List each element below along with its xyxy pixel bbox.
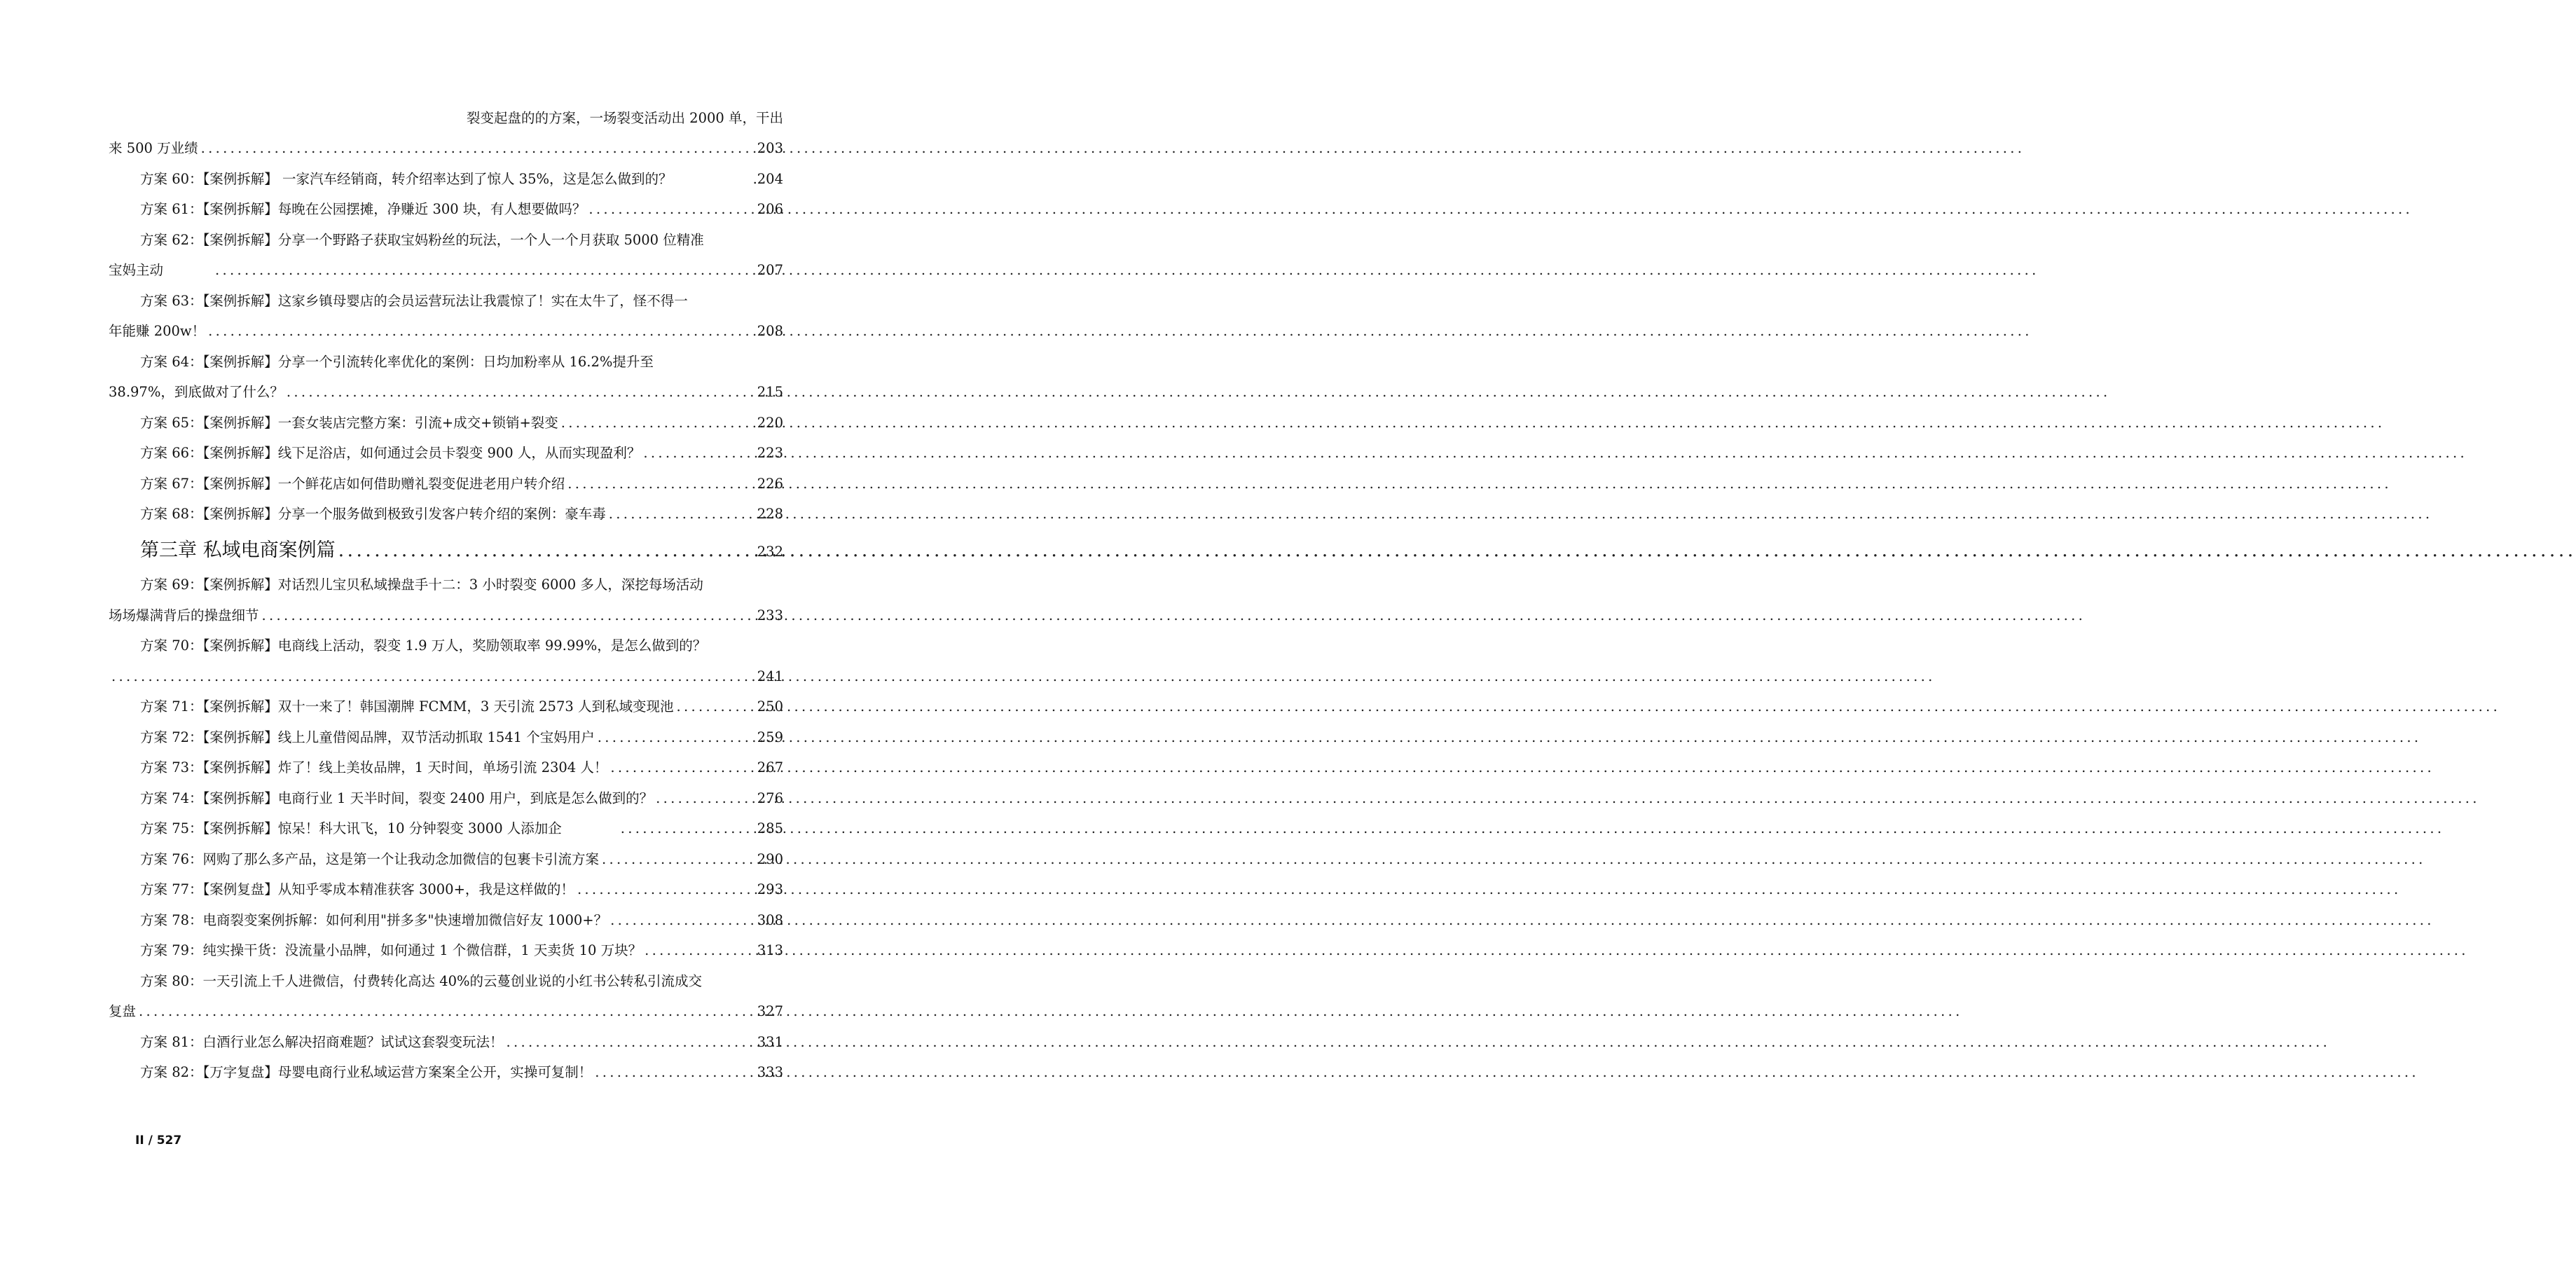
dot-leader [201,136,755,161]
toc-line[interactable] [109,502,783,527]
toc-chapter-heading[interactable] [109,535,783,566]
toc-line[interactable] [109,725,783,750]
toc-page-number: 220 [757,415,783,431]
toc-text: 方案 61：【案例拆解】每晚在公园摆摊，净赚近 300 块，有人想要做吗？ [140,201,586,217]
dot-leader [561,411,755,436]
toc-line[interactable] [109,755,783,780]
toc-page [0,0,892,1261]
toc-line[interactable] [109,136,783,161]
chapter-title: 第三章 私域电商案例篇 [140,539,336,561]
toc-page-number: 232 [757,544,783,560]
toc-page-number: 285 [757,820,783,836]
toc-line[interactable] [109,847,783,872]
toc-line [109,633,783,659]
toc-page-number: 293 [757,881,783,897]
toc-line[interactable] [109,999,783,1024]
dot-leader [621,816,755,841]
toc-line[interactable] [109,816,783,841]
toc-text: 方案 76：网购了那么多产品，这是第一个让我动念加微信的包裹卡引流方案 [140,851,600,867]
toc-line [109,350,783,375]
dot-leader [610,908,755,933]
dot-leader [215,258,755,283]
toc-line[interactable] [109,1030,783,1055]
toc-line[interactable] [109,441,783,466]
toc-text: 裂变起盘的的方案，一场裂变活动出 2000 单，干出 [466,110,783,126]
toc-line[interactable] [109,319,783,344]
page-number-footer: II / 527 [135,1133,182,1148]
toc-text: 方案 73：【案例拆解】炸了！线上美妆品牌，1 天时间，单场引流 2304 人！ [140,759,608,776]
toc-text: 方案 68：【案例拆解】分享一个服务做到极致引发客户转介绍的案例：豪车毒 [140,506,606,522]
toc-text: 方案 79：纯实操干货：没流量小品牌，如何通过 1 个微信群，1 天卖货 10 万块？ [140,942,642,958]
dot-leader [567,471,755,497]
toc-text: 方案 65：【案例拆解】一套女装店完整方案：引流+成交+锁销+裂变 [140,415,558,431]
toc-page-number: 333 [757,1064,783,1080]
dot-leader [645,938,755,963]
toc-page-number: 308 [757,912,783,928]
toc-text: 方案 72：【案例拆解】线上儿童借阅品牌，双节活动抓取 1541 个宝妈用户 [140,729,595,745]
toc-page-number: 223 [757,445,783,461]
toc-line[interactable] [109,664,783,689]
dot-leader [111,664,755,689]
toc-page-number: 208 [757,323,783,339]
dot-leader [609,502,755,527]
toc-page-number: 276 [757,790,783,806]
dot-leader [338,535,755,566]
toc-page-number: 203 [757,140,783,156]
toc-line[interactable] [109,380,783,405]
toc-line[interactable] [109,167,783,192]
toc-page-number: 207 [757,262,783,278]
toc-page-number: 331 [757,1034,783,1050]
dot-leader [643,441,754,466]
toc-page-number: 226 [757,476,783,492]
dot-leader [676,694,754,719]
toc-text: 方案 71：【案例拆解】双十一来了！韩国潮牌 FCMM，3 天引流 2573 人到私域变现池 [140,698,674,715]
toc-page-number: 233 [757,607,783,623]
dot-leader [577,877,755,902]
toc-page-number: 290 [757,851,783,867]
toc-line [109,106,783,131]
dot-leader [598,725,755,750]
toc-page-number: 206 [757,201,783,217]
toc-text: 方案 69：【案例拆解】对话烈儿宝贝私域操盘手十二：3 小时裂变 6000 多人，深挖每场活动 [140,577,703,593]
toc-text: 年能赚 200w！ [109,323,206,339]
dot-leader [139,999,755,1024]
toc-text: 方案 80：一天引流上千人进微信，付费转化高达 40%的云蔓创业说的小红书公转私引流成交 [140,973,703,989]
toc-text: 方案 75：【案例拆解】惊呆！科大讯飞，10 分钟裂变 3000 人添加企 [140,820,562,836]
toc-line[interactable] [109,694,783,719]
toc-text: 方案 64：【案例拆解】分享一个引流转化率优化的案例：日均加粉率从 16.2%提升至 [140,354,654,370]
toc-line [109,228,783,253]
toc-page-number: 215 [757,384,783,400]
toc-line[interactable] [109,908,783,933]
toc-text: 方案 62：【案例拆解】分享一个野路子获取宝妈粉丝的玩法，一个人一个月获取 5000 位精准 [140,232,704,248]
toc-line[interactable] [109,411,783,436]
dot-leader [595,1060,755,1085]
dot-leader [287,380,755,405]
toc-text: 方案 70：【案例拆解】电商线上活动，裂变 1.9 万人，奖励领取率 99.99%，是怎么做到的？ [140,638,707,654]
toc-page-number: 313 [757,942,783,958]
toc-page-number: 250 [757,698,783,715]
dot-leader [507,1030,755,1055]
toc-page-number: 327 [757,1003,783,1019]
dot-leader [208,319,755,344]
toc-page-number: 241 [757,668,783,684]
dot-leader [588,197,754,222]
toc-text: 场场爆满背后的操盘细节 [109,607,259,623]
toc-page-number: 228 [757,506,783,522]
toc-text: 方案 60：【案例拆解】 一家汽车经销商，转介绍率达到了惊人 35%，这是怎么做到的？ [140,171,673,187]
toc-text: 方案 78：电商裂变案例拆解：如何利用"拼多多"快速增加微信好友 1000+？ [140,912,608,928]
toc-text: 宝妈主动 [109,262,164,278]
dot-leader [656,786,755,811]
toc-text: 复盘 [109,1003,137,1019]
toc-line[interactable] [109,197,783,222]
dot-leader [262,603,755,628]
toc-line[interactable] [109,786,783,811]
toc-line[interactable] [109,1060,783,1085]
dot-leader [610,755,754,780]
toc-text: 方案 67：【案例拆解】一个鲜花店如何借助赠礼裂变促进老用户转介绍 [140,476,565,492]
dot-leader [602,847,755,872]
toc-text: 方案 63：【案例拆解】这家乡镇母婴店的会员运营玩法让我震惊了！实在太牛了，怪不得一 [140,293,688,309]
toc-text: 方案 74：【案例拆解】电商行业 1 天半时间，裂变 2400 用户，到底是怎么做到的？ [140,790,654,806]
toc-page-number: 259 [757,729,783,745]
toc-line[interactable] [109,938,783,963]
toc-line [109,572,783,598]
toc-text: 方案 77：【案例复盘】从知乎零成本精准获客 3000+，我是这样做的！ [140,881,574,897]
toc-text: 来 500 万业绩 [109,140,198,156]
toc-text: 方案 66：【案例拆解】线下足浴店，如何通过会员卡裂变 900 人，从而实现盈利？ [140,445,641,461]
toc-page-number: .204 [752,171,783,187]
toc-line[interactable] [109,258,783,283]
toc-page-number: 267 [757,759,783,776]
toc-line[interactable] [109,471,783,497]
toc-line [109,289,783,314]
toc-text: 方案 82：【万字复盘】母婴电商行业私域运营方案案全公开，实操可复制！ [140,1064,593,1080]
toc-line [109,969,783,994]
toc-line[interactable] [109,603,783,628]
toc-text: 38.97%，到底做对了什么？ [109,384,284,400]
toc-text: 方案 81：白酒行业怎么解决招商难题？试试这套裂变玩法！ [140,1034,504,1050]
toc-line[interactable] [109,877,783,902]
